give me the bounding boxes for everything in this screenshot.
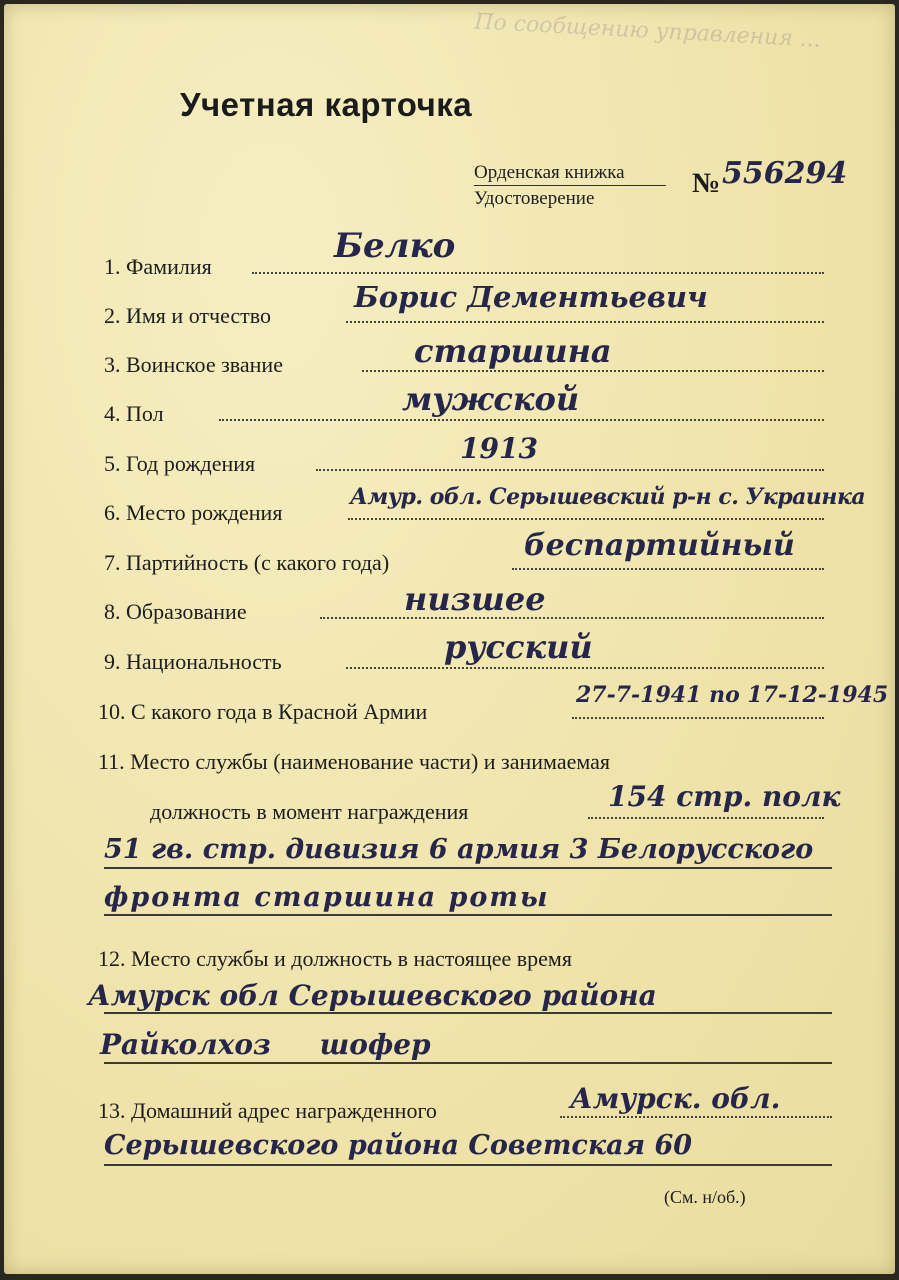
number-sign: № — [692, 168, 721, 199]
faint-handwritten-note: По сообщению управления ... — [473, 9, 822, 53]
field-label-sex: 4. Пол — [104, 401, 164, 426]
field-label-army-since: 10. С какого года в Красной Армии — [98, 699, 428, 724]
award-record-card — [4, 4, 895, 1274]
field-label-nationality: 9. Национальность — [104, 649, 282, 674]
field-value-name: Борис Дементьевич — [354, 280, 708, 314]
field-value-address-1: Амурск. обл. — [570, 1082, 781, 1115]
field-label-education: 8. Образование — [104, 599, 247, 624]
card-title: Учетная карточка — [180, 86, 473, 123]
field-value-address-2: Серышевского района Советская 60 — [104, 1130, 693, 1161]
field-label-party: 7. Партийность (с какого года) — [104, 550, 390, 575]
field-label-service-place: 11. Место службы (наименование части) и занимаемая — [98, 749, 611, 774]
field-label-rank: 3. Воинское звание — [104, 352, 283, 377]
field-line-rank — [362, 370, 824, 372]
field-line-nationality — [346, 667, 824, 669]
field-line-service-1 — [588, 817, 824, 819]
field-line-birth-year — [316, 469, 824, 471]
field-value-current-2: Райколхоз шофер — [100, 1028, 431, 1061]
field-value-army-since: 27-7-1941 по 17-12-1945 — [576, 682, 889, 708]
field-label-birthplace: 6. Место рождения — [104, 500, 283, 525]
field-label-service-position: должность в момент награждения — [150, 799, 469, 824]
order-book-label: Орденская книжка — [474, 162, 666, 186]
field-line-surname — [252, 272, 824, 274]
field-line-name — [346, 321, 824, 323]
field-value-sex: мужской — [402, 380, 580, 418]
field-label-home-address: 13. Домашний адрес награжденного — [98, 1098, 437, 1123]
field-label-current-service: 12. Место службы и должность в настоящее время — [98, 946, 572, 971]
field-value-nationality: русский — [444, 628, 593, 666]
field-line-current-1 — [104, 1012, 832, 1014]
field-value-current-1: Амурск обл Серышевского района — [88, 979, 657, 1012]
field-label-name: 2. Имя и отчество — [104, 303, 272, 328]
field-value-birth-year: 1913 — [460, 432, 538, 465]
field-label-birth-year: 5. Год рождения — [104, 451, 256, 476]
document-number: 556294 — [722, 156, 848, 191]
field-value-service-1: 154 стр. полк — [608, 780, 841, 813]
field-line-service-2 — [104, 867, 832, 869]
field-line-service-3 — [104, 914, 832, 916]
certificate-label: Удостоверение — [474, 188, 595, 209]
field-value-service-3: фронта старшина роты — [104, 882, 550, 913]
field-value-party: беспартийный — [524, 528, 795, 563]
field-label-surname: 1. Фамилия — [104, 254, 212, 279]
field-line-current-2 — [104, 1062, 832, 1064]
field-line-sex — [219, 419, 824, 421]
field-line-address-1 — [560, 1116, 832, 1118]
see-reverse-note: (См. н/об.) — [664, 1187, 746, 1207]
field-value-surname: Белко — [334, 226, 456, 266]
document-type-box — [474, 162, 666, 210]
field-line-party — [512, 568, 824, 570]
field-line-address-2 — [104, 1164, 832, 1166]
field-value-education: низшее — [404, 580, 546, 618]
field-value-rank: старшина — [414, 332, 612, 370]
field-line-birthplace — [348, 518, 824, 520]
field-value-birthplace: Амур. обл. Серышевский р-н с. Украинка — [350, 484, 866, 510]
field-value-service-2: 51 гв. стр. дивизия 6 армия 3 Белорусского — [104, 834, 814, 865]
field-line-army-since — [572, 717, 824, 719]
field-line-education — [320, 617, 824, 619]
